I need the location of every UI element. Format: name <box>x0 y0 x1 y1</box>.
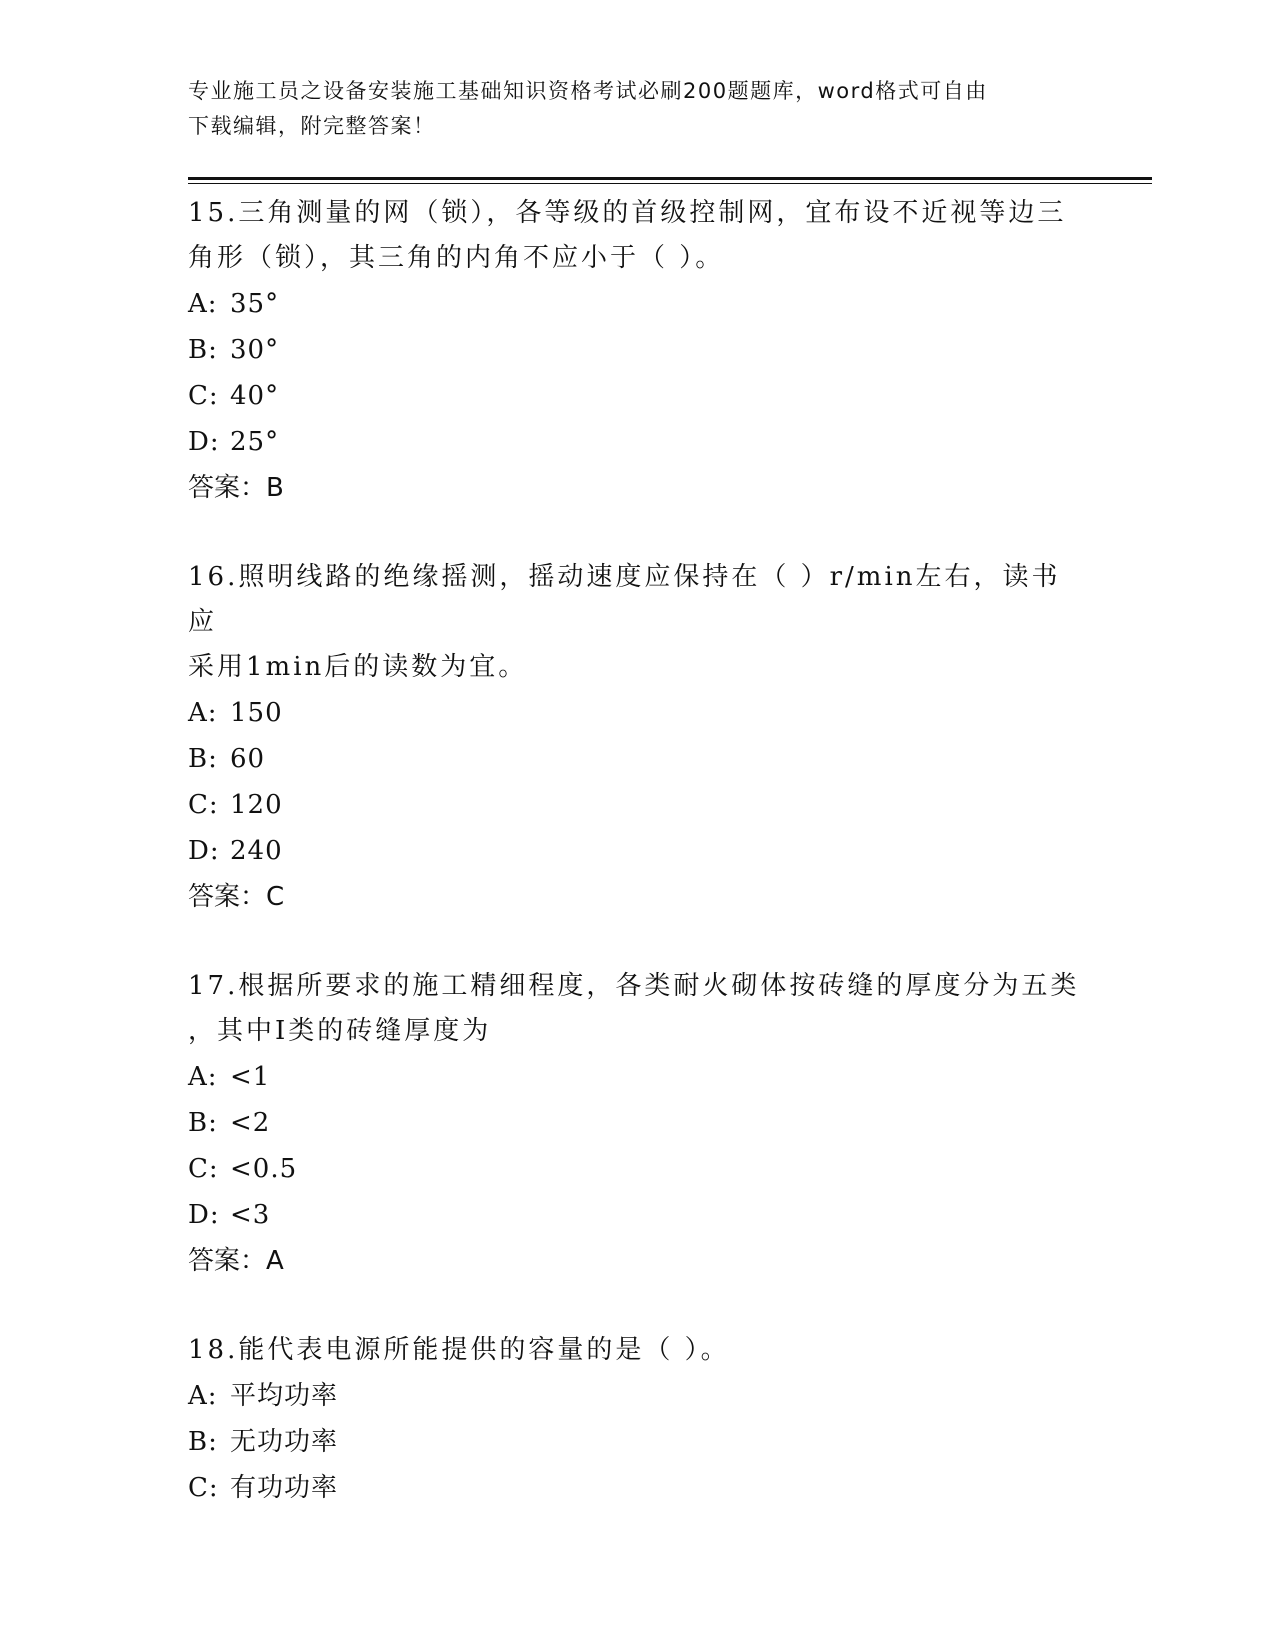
option-text: 25° <box>230 427 280 457</box>
option-b <box>188 1100 1088 1146</box>
question-text-line-1: 16.照明线路的绝缘摇测，摇动速度应保持在（ ）r/min左右，读书应 <box>188 562 1061 637</box>
header-line-2: 下载编辑，附完整答案！ <box>188 114 436 138</box>
option-letter: C: <box>188 1473 219 1503</box>
option-letter: B: <box>188 1427 218 1457</box>
header-line-1: 专业施工员之设备安装施工基础知识资格考试必刷200题题库，word格式可自由 <box>188 79 988 103</box>
option-letter: A: <box>188 1062 218 1092</box>
option-d <box>188 828 1088 874</box>
option-letter: B: <box>188 1108 218 1138</box>
question-text <box>188 555 1088 690</box>
option-b <box>188 327 1088 373</box>
question-list <box>188 191 1088 1555</box>
option-text: 120 <box>230 790 283 820</box>
option-c <box>188 373 1088 419</box>
option-c <box>188 782 1088 828</box>
option-letter: A: <box>188 1381 218 1411</box>
option-d <box>188 419 1088 465</box>
question-text <box>188 964 1088 1054</box>
option-letter: D: <box>188 836 220 866</box>
question-17 <box>188 964 1088 1284</box>
option-b <box>188 736 1088 782</box>
option-letter: A: <box>188 289 218 319</box>
option-letter: C: <box>188 1154 219 1184</box>
option-a <box>188 1054 1088 1100</box>
option-text: 有功功率 <box>230 1473 339 1503</box>
option-text: <1 <box>230 1062 271 1092</box>
option-text: 240 <box>230 836 283 866</box>
option-text: 30° <box>230 335 280 365</box>
option-letter: D: <box>188 1200 220 1230</box>
option-text: <0.5 <box>230 1154 298 1184</box>
option-text: 平均功率 <box>230 1381 339 1411</box>
option-text: <3 <box>230 1200 271 1230</box>
question-15 <box>188 191 1088 511</box>
question-text-line-1: 18.能代表电源所能提供的容量的是（ ）。 <box>188 1335 730 1365</box>
header-divider-thick <box>188 177 1152 180</box>
question-text-line-1: 17.根据所要求的施工精细程度，各类耐火砌体按砖缝的厚度分为五类 <box>188 971 1080 1001</box>
question-text <box>188 1328 1088 1373</box>
option-text: 无功功率 <box>230 1427 339 1457</box>
question-text-line-1: 15.三角测量的网（锁），各等级的首级控制网，宜布设不近视等边三 <box>188 198 1067 228</box>
question-text-line-2: 采用1min后的读数为宜。 <box>188 652 528 682</box>
option-a <box>188 281 1088 327</box>
option-letter: A: <box>188 698 218 728</box>
option-c <box>188 1465 1088 1511</box>
document-header <box>188 74 1088 144</box>
option-letter: B: <box>188 744 218 774</box>
option-c <box>188 1146 1088 1192</box>
answer-line: 答案：C <box>188 882 285 912</box>
answer-line: 答案：B <box>188 473 284 503</box>
option-d <box>188 1192 1088 1238</box>
question-16 <box>188 555 1088 920</box>
header-divider-thin <box>188 183 1152 184</box>
option-a <box>188 690 1088 736</box>
option-letter: D: <box>188 427 220 457</box>
option-text: 35° <box>230 289 280 319</box>
question-text-line-2: 角形（锁），其三角的内角不应小于（ ）。 <box>188 243 725 273</box>
question-text <box>188 191 1088 281</box>
answer-line: 答案：A <box>188 1246 284 1276</box>
option-letter: B: <box>188 335 218 365</box>
question-text-line-2: ，其中Ⅰ类的砖缝厚度为 <box>188 1016 492 1046</box>
option-text: <2 <box>230 1108 271 1138</box>
option-b <box>188 1419 1088 1465</box>
option-letter: C: <box>188 790 219 820</box>
option-letter: C: <box>188 381 219 411</box>
option-text: 40° <box>230 381 280 411</box>
option-a <box>188 1373 1088 1419</box>
option-text: 60 <box>230 744 266 774</box>
question-18 <box>188 1328 1088 1511</box>
option-text: 150 <box>230 698 283 728</box>
